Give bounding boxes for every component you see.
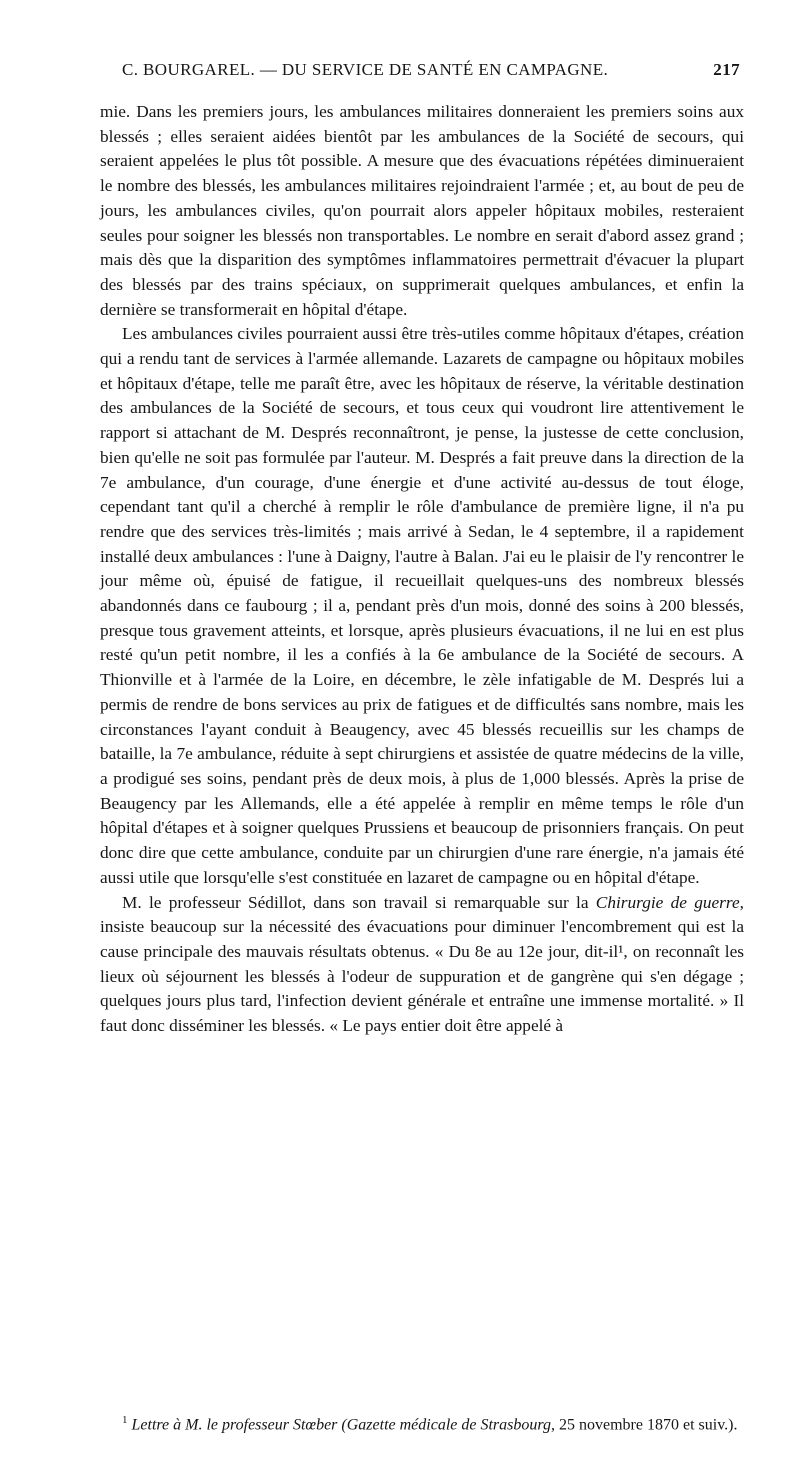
paragraph-3-lead: M. le professeur Sédillot, dans son travail si remarquable sur la [122,892,596,912]
paragraph-2: Les ambulances civiles pourraient aussi être très-utiles comme hôpitaux d'étapes, création qui a rendu tant de services à l'armée allemande. Lazarets de campagne ou hôpitaux mobiles et hôpitaux d'étape, telle me paraît être, avec les hôpitaux de réserve, la véritable destination des ambulances de la Société de secours, et tous ceux qui voudront lire attentivement le rapport si attachant de M. Després reconnaîtront, je pense, la justesse de cette conclusion, bien qu'elle ne soit pas formulée par l'auteur. M. Després a fait preuve dans la direction de la 7e ambulance, d'un courage, d'une énergie et d'une activité au-dessus de tout éloge, cependant tant qu'il a cherché à remplir le rôle d'ambulance de première ligne, il n'a pu rendre que des services très-limités ; mais arrivé à Sedan, le 4 septembre, il a rapidement installé deux ambulances : l'une à Daigny, l'autre à Balan. J'ai eu le plaisir de l'y rencontrer le jour même où, épuisé de fatigue, il recueillait quelques-uns des nombreux blessés abandonnés dans ce faubourg ; il a, pendant près d'un mois, donné des soins à 200 blessés, presque tous gravement atteints, et lorsque, après plusieurs évacuations, il ne lui en est plus resté qu'un petit nombre, il les a confiés à la 6e ambulance de la Société de secours. A Thionville et à l'armée de la Loire, en décembre, le zèle infatigable de M. Després lui a permis de rendre de bons services au prix de fatigues et de difficultés sans nombre, mais les circonstances l'ayant conduit à Beaugency, avec 45 blessés recueillis sur les champs de bataille, la 7e ambulance, réduite à sept chirurgiens et assistée de quatre médecins de la ville, a prodigué ses soins, pendant près de deux mois, à plus de 1,000 blessés. Après la prise de Beaugency par les Allemands, elle a été appelée à remplir en même temps le rôle d'un hôpital d'étapes et à soigner quelques Prussiens et beaucoup de prisonniers français. On peut donc dire que cette ambulance, conduite par un chirurgien d'une rare énergie, n'a jamais été aussi utile que lorsqu'elle s'est constituée en lazaret de campagne ou en hôpital d'étape. [100,324,744,887]
footnote-rest: , 25 novembre 1870 et suiv.). [551,1416,738,1434]
paragraph-1: mie. Dans les premiers jours, les ambulances militaires donneraient les premiers soins aux blessés ; elles seraient aidées bientôt par les ambulances de la Société de secours, qui seraient appelées le plus tôt possible. A mesure que des évacuations répétées diminueraient le nombre des blessés, les ambulances militaires rejoindraient l'armée ; et, au bout de peu de jours, les ambulances civiles, qu'on pourrait alors appeler hôpitaux mobiles, resteraient seules pour soigner les blessés non transportables. Le nombre en serait d'abord assez grand ; mais dès que la disparition des symptômes inflammatoires permettrait d'évacuer la plupart des blessés par des trains spéciaux, on supprimerait quelques ambulances, et enfin la dernière se transformerait en hôpital d'étape. [100,102,744,319]
paragraph-3-rest: , insiste beaucoup sur la nécessité des évacuations pour diminuer l'encombrement qui est la cause principale des mauvais résultats obtenus. « Du 8e au 12e jour, dit-il¹, on reconnaît les lieux où séjournent les blessés à l'odeur de suppuration et de gangrène qui s'en dégage ; quelques jours plus tard, l'infection devient générale et entraîne une immense mortalité. » Il faut donc disséminer les blessés. « Le pays entier doit être appelé à [100,892,744,1036]
book-title-chirurgie-de-guerre: Chirurgie de guerre [595,892,740,912]
footnote-marker: 1 [122,1414,128,1426]
body-text [100,100,744,1039]
footnote-citation: Lettre à M. le professeur Stœber (Gazette médicale de Strasbourg [131,1416,551,1434]
running-title: C. BOURGAREL. — DU SERVICE DE SANTÉ EN CAMPAGNE. [122,60,609,79]
page-number: 217 [713,60,740,79]
footnote [100,1410,744,1435]
paragraph-3 [100,891,744,1039]
